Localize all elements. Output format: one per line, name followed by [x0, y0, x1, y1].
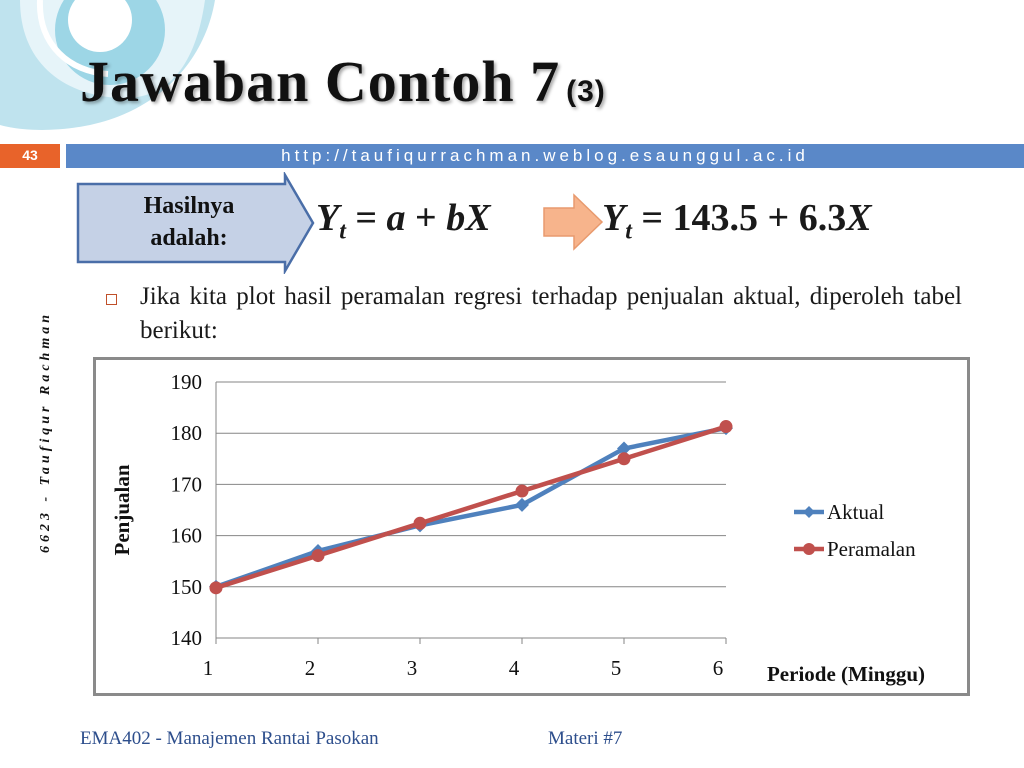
callout-line-2: adalah: [150, 225, 228, 251]
x-tick-label: 5 [610, 656, 622, 680]
page-title [80, 48, 606, 115]
series-line-peramalan [216, 427, 726, 588]
side-author-text: 6623 - Taufiqur Rachman [38, 310, 53, 554]
y-tick-label: 180 [170, 421, 202, 446]
url-banner: http://taufiqurrachman.weblog.esaunggul.ac.id [66, 144, 1024, 168]
x-tick-label: 3 [406, 656, 418, 680]
footer-material: Materi #7 [548, 728, 623, 749]
legend-label: Aktual [827, 500, 885, 524]
legend-marker [803, 543, 815, 555]
data-point [414, 517, 427, 530]
callout-text [84, 190, 294, 254]
data-point [516, 485, 529, 498]
x-tick-label: 4 [508, 656, 520, 680]
y-axis-title: Penjualan [110, 464, 134, 556]
footer-course: EMA402 - Manajemen Rantai Pasokan [80, 728, 379, 749]
title-suffix: (3) [566, 75, 606, 108]
page-number-badge: 43 [0, 144, 60, 168]
y-tick-label: 140 [170, 626, 202, 650]
y-tick-label: 170 [170, 472, 202, 497]
data-point [618, 452, 631, 465]
data-point [312, 549, 325, 562]
legend-label: Peramalan [827, 537, 916, 561]
x-tick-label: 2 [304, 656, 316, 680]
title-main: Jawaban Contoh 7 [80, 49, 561, 114]
line-chart [96, 360, 967, 693]
y-tick-label: 190 [170, 370, 202, 394]
x-tick-label: 6 [712, 656, 724, 680]
data-point [210, 581, 223, 594]
callout-line-1: Hasilnya [143, 193, 235, 219]
x-tick-label: 1 [202, 656, 214, 680]
x-axis-title: Periode (Minggu) [766, 662, 926, 686]
formula-general: $Y_t = a$ + bX [316, 197, 491, 245]
bullet-square-icon [106, 294, 117, 305]
legend-marker [803, 506, 815, 518]
bullet-text: Jika kita plot hasil peramalan regresi terhadap penjualan aktual, diperoleh tabel berikut: [140, 283, 962, 344]
side-author-label [34, 272, 58, 592]
formula-result: $Y_t = 143.5 + 6.3X$ [602, 197, 872, 245]
y-tick-label: 160 [170, 523, 202, 548]
data-point [720, 420, 733, 433]
right-arrow-icon [542, 192, 604, 252]
chart-frame [93, 357, 970, 696]
y-tick-label: 150 [170, 574, 202, 599]
